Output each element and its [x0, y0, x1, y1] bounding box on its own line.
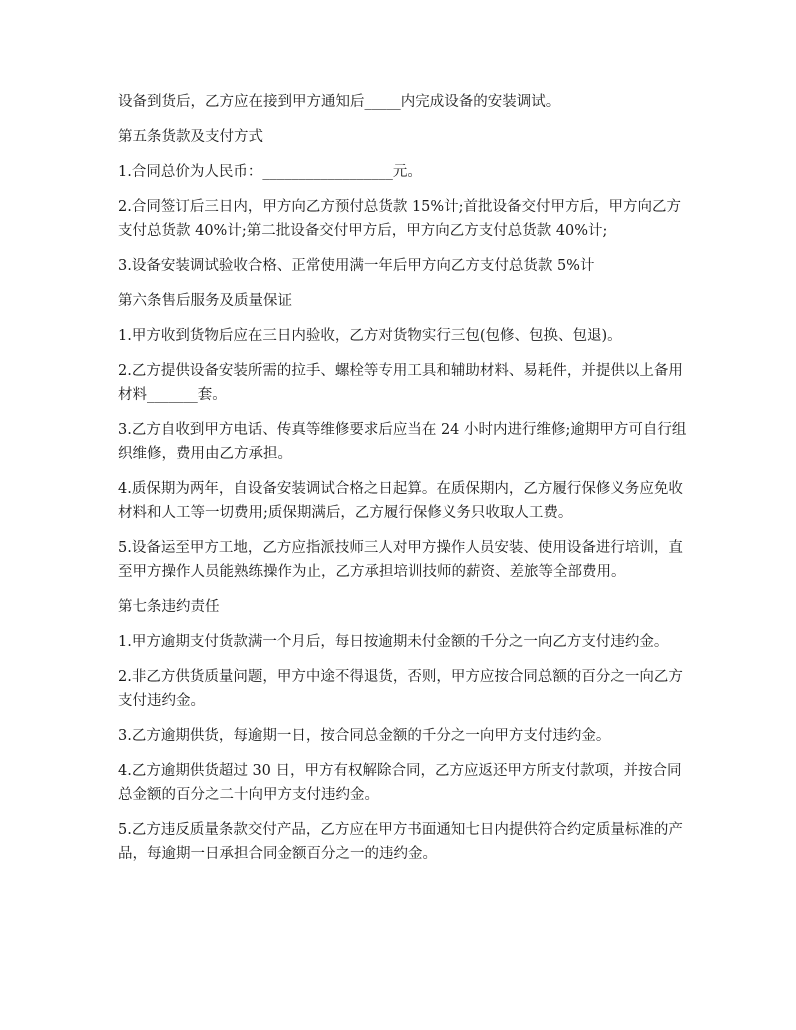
paragraph-7-4: 4.乙方逾期供货超过 30 日，甲方有权解除合同，乙方应返还甲方所支付款项，并按合同总金额的百分之二十向甲方支付违约金。 [118, 763, 682, 803]
paragraph-6-4: 4.质保期为两年，自设备安装调试合格之日起算。在质保期内，乙方履行保修义务应免收材料和人工等一切费用;质保期满后，乙方履行保修义务只收取人工费。 [118, 481, 683, 521]
paragraph-7-3: 3.乙方逾期供货，每逾期一日，按合同总金额的千分之一向甲方支付违约金。 [118, 728, 611, 744]
section-heading-article-7: 第七条违约责任 [118, 599, 220, 615]
paragraph-7-1: 1.甲方逾期支付货款满一个月后，每日按逾期未付金额的千分之一向乙方支付违约金。 [118, 634, 669, 650]
section-heading-article-5: 第五条货款及支付方式 [118, 129, 263, 145]
paragraph-7-2: 2.非乙方供货质量问题，甲方中途不得退货，否则，甲方应按合同总额的百分之一向乙方支付违约金。 [118, 669, 683, 709]
paragraph-6-5: 5.设备运至甲方工地，乙方应指派技师三人对甲方操作人员安装、使用设备进行培训，直至甲方操作人员能熟练操作为止，乙方承担培训技师的薪资、差旅等全部费用。 [118, 540, 683, 580]
paragraph-6-3: 3.乙方自收到甲方电话、传真等维修要求后应当在 24 小时内进行维修;逾期甲方可自行组织维修，费用由乙方承担。 [118, 422, 687, 462]
paragraph-delivery-installation: 设备到货后，乙方应在接到甲方通知后_____内完成设备的安装调试。 [118, 94, 561, 110]
document-body [118, 90, 688, 877]
paragraph-7-5: 5.乙方违反质量条款交付产品，乙方应在甲方书面通知七日内提供符合约定质量标准的产品，每逾期一日承担合同金额百分之一的违约金。 [118, 822, 683, 862]
section-heading-article-6: 第六条售后服务及质量保证 [118, 293, 292, 309]
paragraph-6-2: 2.乙方提供设备安装所需的拉手、螺栓等专用工具和辅助材料、易耗件，并提供以上备用材料_______套。 [118, 363, 683, 403]
paragraph-5-1: 1.合同总价为人民币：__________________元。 [118, 164, 422, 180]
paragraph-5-2: 2.合同签订后三日内，甲方向乙方预付总货款 15%计;首批设备交付甲方后，甲方向乙方支付总货款 40%计;第二批设备交付甲方后，甲方向乙方支付总货款 40%计; [118, 199, 682, 239]
paragraph-6-1: 1.甲方收到货物后应在三日内验收，乙方对货物实行三包(包修、包换、包退)。 [118, 328, 622, 344]
paragraph-5-3: 3.设备安装调试验收合格、正常使用满一年后甲方向乙方支付总货款 5%计 [118, 258, 595, 274]
